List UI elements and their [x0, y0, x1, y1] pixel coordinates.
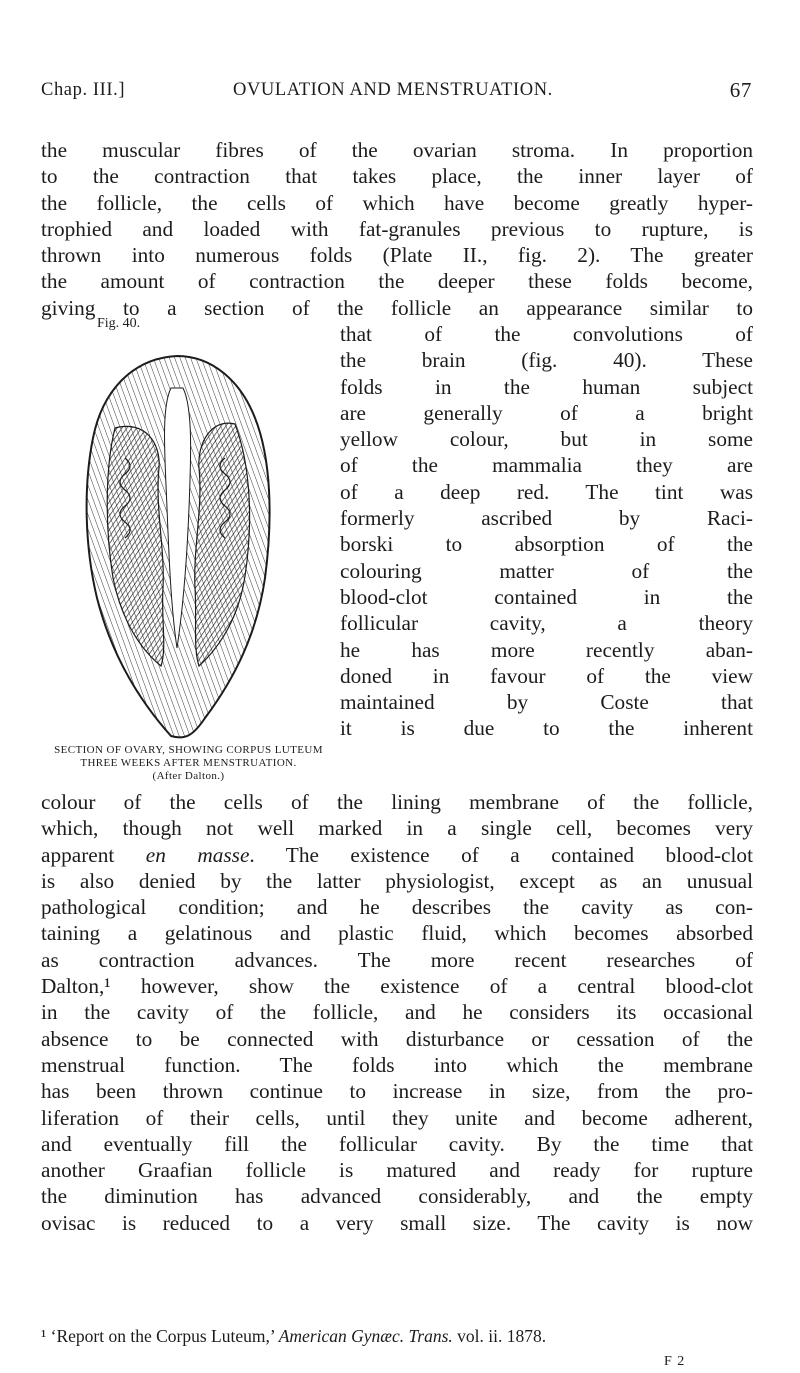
caption-credit: (After Dalton.): [152, 770, 225, 782]
text-line: another Graafian follicle is matured and ready for rupture: [41, 1158, 753, 1183]
text-line: yellow colour, but in some: [340, 427, 753, 452]
figure-caption: [41, 744, 336, 783]
text-line: follicular cavity, a theory: [340, 611, 753, 636]
text-line: as contraction advances. The more recent researches of: [41, 947, 753, 972]
text-line: doned in favour of the view: [340, 663, 753, 688]
running-head: [41, 80, 752, 108]
caption-line: SECTION OF OVARY, SHOWING CORPUS LUTEUM: [54, 744, 323, 756]
body-text-top: [41, 137, 753, 321]
text-fragment: apparent: [41, 842, 146, 867]
caption-line: THREE WEEKS AFTER MENSTRUATION.: [80, 757, 297, 769]
figure-40: [41, 316, 336, 786]
text-line: thrown into numerous folds (Plate II., fig. 2). The greater: [41, 243, 753, 268]
body-text-bottom: [41, 789, 753, 1236]
footnote-journal: American Gynæc. Trans.: [278, 1326, 453, 1346]
text-line: is also denied by the latter physiologist, except as an unusual: [41, 868, 753, 893]
text-line: of the mammalia they are: [340, 453, 753, 478]
text-line: folds in the human subject: [340, 374, 753, 399]
text-line: he has more recently aban-: [340, 637, 753, 662]
body-text-beside-figure: [340, 321, 753, 742]
footnote-text: vol. ii. 1878.: [452, 1326, 547, 1346]
text-line: taining a gelatinous and plastic fluid, which becomes absorbed: [41, 921, 753, 946]
running-title: OVULATION AND MENSTRUATION.: [233, 80, 553, 100]
text-line: giving to a section of the follicle an appearance similar to: [41, 295, 753, 320]
text-line: maintained by Coste that: [340, 690, 753, 715]
text-line: in the cavity of the follicle, and he considers its occasional: [41, 1000, 753, 1025]
text-line: the muscular fibres of the ovarian stroma. In proportion: [41, 138, 753, 162]
text-line: to the contraction that takes place, the inner layer of: [41, 164, 753, 189]
footnote-text: ‘Report on the Corpus Luteum,’: [46, 1326, 279, 1346]
text-line: ovisac is reduced to a very small size. The cavity is now: [41, 1210, 753, 1235]
text-line: the follicle, the cells of which have become greatly hyper-: [41, 190, 753, 215]
text-line: are generally of a bright: [340, 400, 753, 425]
text-line: of a deep red. The tint was: [340, 479, 753, 504]
text-line: [41, 842, 753, 868]
text-line: the diminution has advanced considerably, and the empty: [41, 1184, 753, 1209]
ovary-section-illustration: [75, 348, 280, 743]
text-line: it is due to the inherent: [340, 716, 753, 741]
signature-mark: F 2: [664, 1354, 686, 1369]
chapter-label: Chap. III.]: [41, 80, 126, 100]
text-line: pathological condition; and he describes the cavity as con-: [41, 895, 753, 920]
text-fragment: . The existence of a contained blood-clot: [249, 842, 753, 867]
text-line: that of the convolutions of: [340, 322, 753, 346]
page-number: 67: [729, 78, 752, 102]
text-line: colouring matter of the: [340, 558, 753, 583]
footnote-marker: ¹: [41, 1326, 47, 1346]
text-line: has been thrown continue to increase in size, from the pro-: [41, 1079, 753, 1104]
italic-phrase: en masse: [145, 842, 250, 867]
text-line: menstrual function. The folds into which the membrane: [41, 1052, 753, 1077]
text-line: borski to absorption of the: [340, 532, 753, 557]
text-line: which, though not well marked in a single cell, becomes very: [41, 816, 753, 841]
text-line: and eventually fill the follicular cavity. By the time that: [41, 1131, 753, 1156]
text-line: the amount of contraction the deeper these folds become,: [41, 269, 753, 294]
text-line: Dalton,¹ however, show the existence of a central blood-clot: [41, 974, 753, 999]
text-line: formerly ascribed by Raci-: [340, 506, 753, 531]
text-line: absence to be connected with disturbance or cessation of the: [41, 1026, 753, 1051]
text-line: blood-clot contained in the: [340, 584, 753, 609]
text-line: liferation of their cells, until they unite and become adherent,: [41, 1105, 753, 1130]
text-line: trophied and loaded with fat-granules previous to rupture, is: [41, 216, 753, 241]
text-line: colour of the cells of the lining membrane of the follicle,: [41, 790, 753, 814]
footnote: [41, 1326, 753, 1347]
figure-label: Fig. 40.: [97, 316, 141, 331]
text-line: the brain (fig. 40). These: [340, 348, 753, 373]
